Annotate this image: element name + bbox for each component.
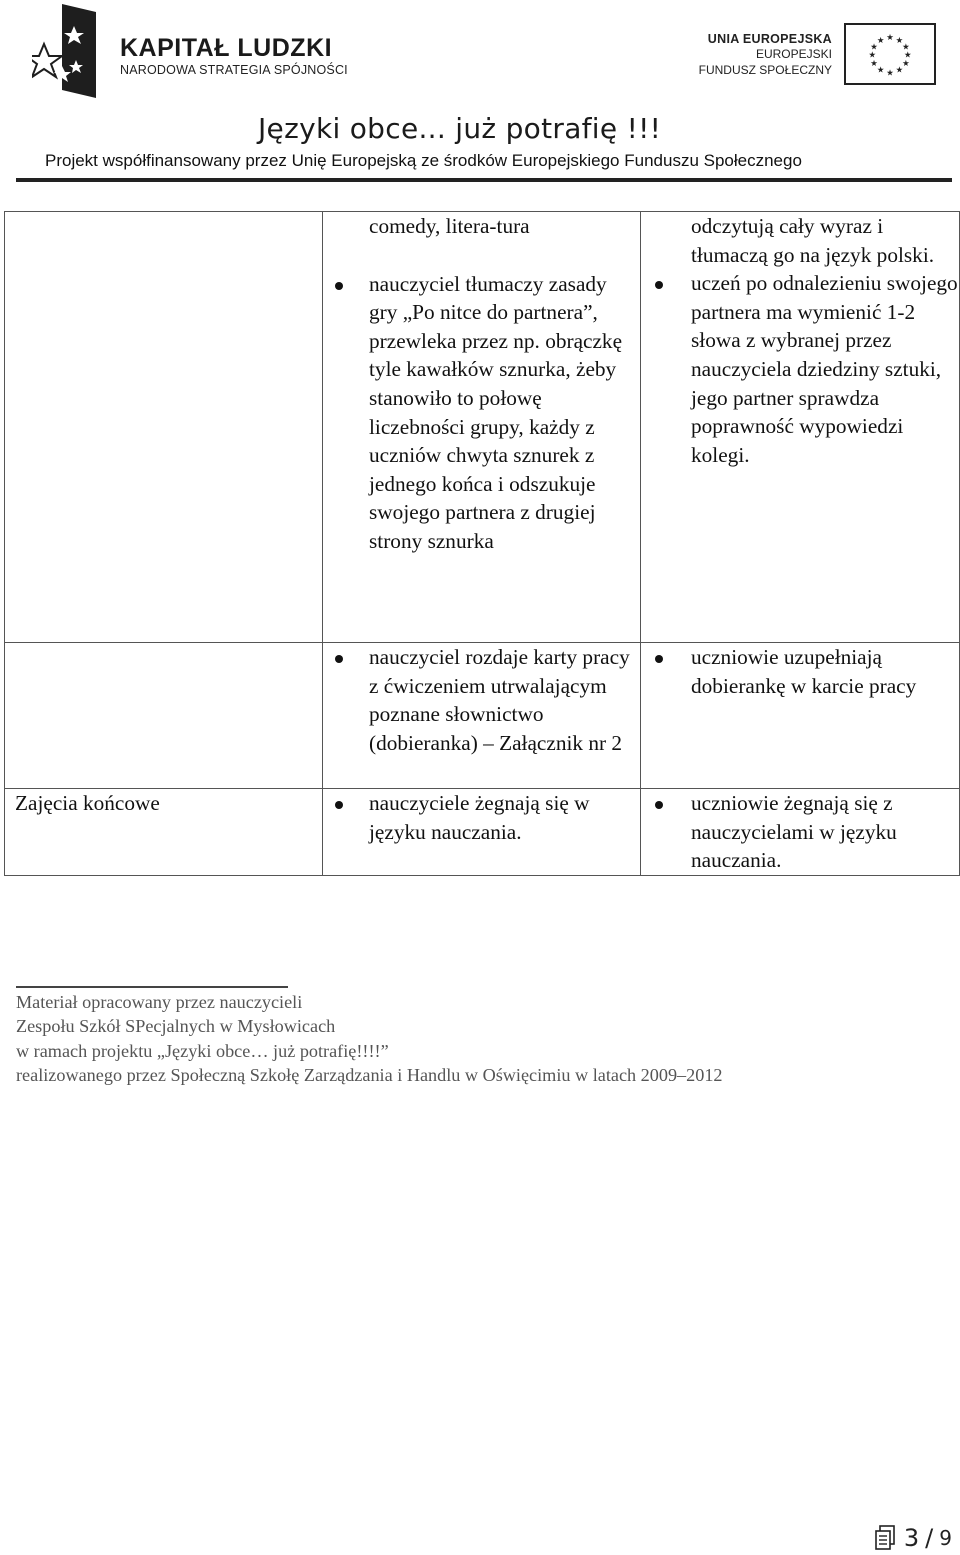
logo-subtitle: NARODOWA STRATEGIA SPÓJNOŚCI	[120, 63, 348, 77]
footnote-divider	[16, 986, 288, 988]
project-title: Języki obce... już potrafię !!!	[258, 112, 662, 145]
table-cell-phase	[5, 643, 323, 789]
svg-text:★: ★	[870, 41, 878, 52]
bullet-icon	[655, 801, 663, 809]
svg-text:★: ★	[904, 49, 912, 60]
project-subtitle: Projekt współfinansowany przez Unię Europejską ze środków Europejskiego Funduszu Społecznego	[45, 151, 802, 170]
table-row	[5, 212, 960, 643]
kapital-ludzki-logo	[32, 4, 96, 98]
list-item	[369, 643, 640, 757]
list-item-text: nauczyciel rozdaje karty pracy z ćwiczeniem utrwalającym poznane słownictwo (dobieranka) – Załącznik nr 2	[369, 645, 630, 755]
page-total: 9	[939, 1526, 952, 1550]
table-cell-phase	[5, 212, 323, 643]
svg-text:★: ★	[876, 64, 885, 75]
list-item-text: uczniowie uzupełniają dobierankę w karcie pracy	[691, 645, 917, 698]
table-cell-student	[641, 789, 960, 876]
footnote	[16, 990, 723, 1087]
svg-text:★: ★	[870, 58, 878, 69]
document-pages-icon	[874, 1525, 896, 1551]
header-divider	[16, 178, 952, 182]
lesson-table	[4, 211, 960, 876]
table-row	[5, 643, 960, 789]
bullet-icon	[335, 801, 343, 809]
table-row	[5, 789, 960, 876]
list-item-text: uczeń po odnalezieniu swojego partnera ma wymienić 1-2 słowa z wybranej przez nauczyciela dziedziny sztuki, jego partner sprawdza poprawność wypowiedzi kolegi.	[691, 271, 958, 467]
cell-lead-text: comedy, litera-tura	[369, 214, 530, 238]
svg-text:★: ★	[902, 58, 910, 69]
phase-label: Zajęcia końcowe	[15, 791, 160, 815]
svg-text:★: ★	[902, 41, 910, 52]
svg-text:★: ★	[876, 34, 885, 45]
page-current: 3	[903, 1524, 920, 1552]
list-item	[691, 269, 959, 469]
svg-text:★: ★	[886, 67, 894, 78]
table-cell-teacher	[323, 212, 641, 643]
svg-text:★: ★	[868, 49, 876, 60]
list-item	[691, 789, 959, 875]
list-item	[691, 643, 959, 700]
footnote-line: Materiał opracowany przez nauczycieli	[16, 992, 303, 1012]
svg-text:★: ★	[886, 31, 894, 42]
bullet-icon	[655, 281, 663, 289]
bullet-icon	[655, 655, 663, 663]
list-item	[369, 270, 640, 556]
eu-line2: EUROPEJSKI	[755, 47, 832, 61]
table-cell-phase	[5, 789, 323, 876]
list-item-text: nauczyciele żegnają się w języku nauczania.	[369, 791, 590, 844]
svg-text:★: ★	[895, 64, 904, 75]
table-cell-student	[641, 643, 960, 789]
footnote-line: w ramach projektu „Języki obce… już potrafię!!!!”	[16, 1040, 389, 1061]
list-item	[369, 789, 640, 846]
table-cell-teacher	[323, 789, 641, 876]
list-item-text: uczniowie żegnają się z nauczycielami w języku nauczania.	[691, 791, 897, 873]
eu-label	[699, 32, 832, 78]
list-item-text: nauczyciel tłumaczy zasady gry „Po nitce do partnera”, przewleka przez np. obrączkę tyle kawałków sznurka, żeby stanowiło to połowę liczebności grupy, każdy z uczniów chwyta sznurek z jednego końca i odszukuje swojego partnera z drugiej strony sznurka	[369, 271, 623, 553]
footnote-line: realizowanego przez Społeczną Szkołę Zarządzania i Handlu w Oświęcimiu w latach 2009–2012	[16, 1064, 723, 1085]
bullet-icon	[335, 655, 343, 663]
table-cell-teacher	[323, 643, 641, 789]
page-separator: /	[925, 1524, 934, 1552]
footnote-line: Zespołu Szkół SPecjalnych w Mysłowicach	[16, 1016, 336, 1037]
page-number	[874, 1524, 952, 1552]
cell-lead-text: odczytują cały wyraz i tłumaczą go na język polski.	[691, 214, 935, 267]
eu-flag-icon	[844, 23, 936, 85]
eu-line1: UNIA EUROPEJSKA	[707, 32, 832, 46]
logo-title: KAPITAŁ LUDZKI	[120, 34, 333, 62]
page-header	[0, 0, 960, 190]
eu-line3: FUNDUSZ SPOŁECZNY	[698, 63, 832, 77]
svg-text:★: ★	[895, 34, 904, 45]
table-cell-student	[641, 212, 960, 643]
bullet-icon	[335, 282, 343, 290]
